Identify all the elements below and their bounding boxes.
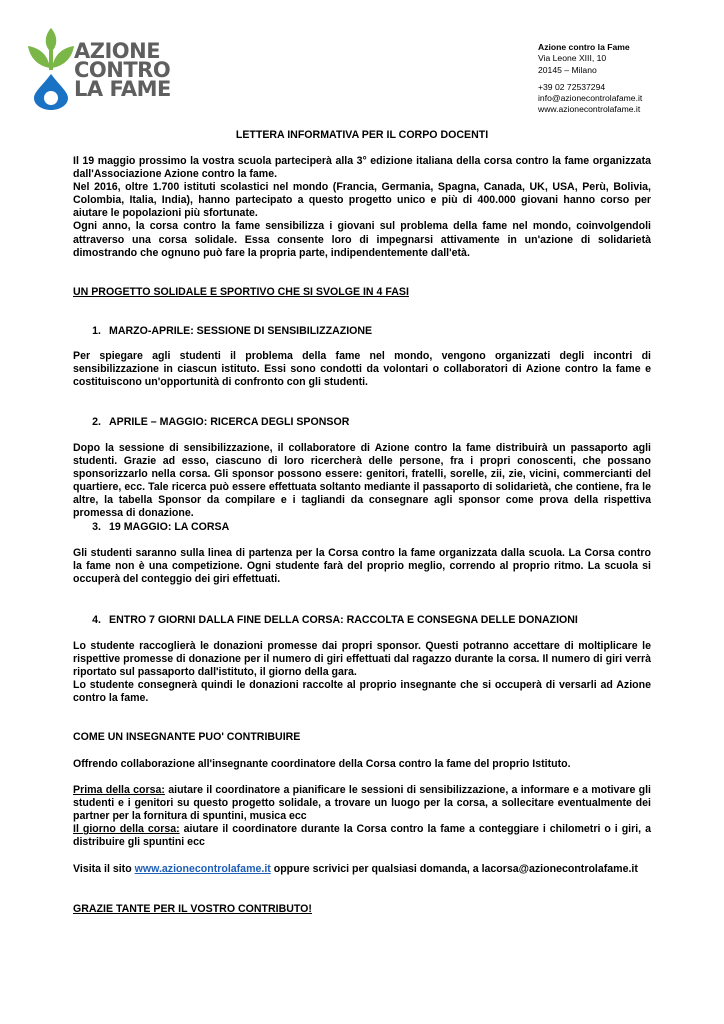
letter-title: LETTERA INFORMATIVA PER IL CORPO DOCENTI <box>235 129 489 141</box>
phase-2-body <box>73 442 651 521</box>
thanks-line: GRAZIE TANTE PER IL VOSTRO CONTRIBUTO! <box>73 903 312 915</box>
intro-paragraph: Il 19 maggio prossimo la vostra scuola parteciperà alla 3° edizione italiana della corsa contro la fame organizzata dall'Associazione Azione contro la fame. <box>73 155 651 181</box>
visit-prefix: Visita il sito <box>73 863 135 875</box>
logo-line-1: AZIONE <box>74 39 161 63</box>
contact-address-1: Via Leone XIII, 10 <box>538 53 607 64</box>
phase-title: 19 MAGGIO: LA CORSA <box>109 521 230 533</box>
teacher-heading: COME UN INSEGNANTE PUO' CONTRIBUIRE <box>73 731 301 743</box>
phase-paragraph: Lo studente consegnerà quindi le donazioni raccolte al proprio insegnante che si occuperà di versarli ad Azione contro la fame. <box>73 679 651 705</box>
phase-paragraph: Per spiegare agli studenti il problema della fame nel mondo, vengono organizzati degli incontri di sensibilizzazione in ciascun istituto. Essi sono condotti da volontari o collaboratori di Azione contro la fame e costituiscono un'opportunità di confronto con gli studenti. <box>73 350 651 389</box>
race-day-text: aiutare il coordinatore durante la Corsa contro la fame a conteggiare i chilometri o i giri, a distribuire gli spuntini ecc <box>73 823 651 849</box>
contact-org: Azione contro la Fame <box>538 42 630 52</box>
teacher-intro: Offrendo collaborazione all'insegnante coordinatore della Corsa contro la fame del proprio Istituto. <box>73 758 571 770</box>
phase-3-heading <box>73 521 651 534</box>
phase-number: 1. <box>92 325 101 337</box>
logo-emblem-icon <box>28 28 74 110</box>
phase-1-body <box>73 350 651 389</box>
logo-line-3: LA FAME <box>74 77 171 101</box>
race-day-paragraph <box>73 823 651 849</box>
phase-paragraph: Lo studente raccoglierà le donazioni promesse dai propri sponsor. Questi potranno accettare di moltiplicare le rispettive promesse di donazione per il numero di giri effettuati dal ragazzo durante la corsa. Il numero di giri verrà riportato sul passaporto dall'istituto, il giorno della gara. <box>73 640 651 679</box>
phase-number: 3. <box>92 521 101 533</box>
contact-block <box>538 42 642 116</box>
before-race-paragraph <box>73 784 651 823</box>
phase-title: MARZO-APRILE: SESSIONE DI SENSIBILIZZAZIONE <box>109 325 373 337</box>
website-link[interactable]: www.azionecontrolafame.it <box>134 863 271 875</box>
phase-2-heading <box>73 416 651 429</box>
logo-line-2: CONTRO <box>74 58 171 82</box>
visit-line <box>73 863 651 876</box>
phase-3-body <box>73 547 651 586</box>
phase-1-heading <box>73 325 651 338</box>
contact-email: info@azionecontrolafame.it <box>538 93 643 104</box>
before-race-section <box>73 784 651 849</box>
phase-title: APRILE – MAGGIO: RICERCA DEGLI SPONSOR <box>109 416 350 428</box>
phase-4-heading <box>73 614 651 627</box>
before-race-text: aiutare il coordinatore a pianificare le sessioni di sensibilizzazione, a informare e a motivare gli studenti e i genitori su questo progetto solidale, a trovare un luogo per la corsa, a sollecitare eventualmente dei partner per la fornitura di spuntini, musica ecc <box>73 784 651 823</box>
contact-phone: +39 02 72537294 <box>538 81 606 92</box>
race-day-label: Il giorno della corsa: <box>73 823 180 836</box>
logo-wordmark <box>74 39 171 101</box>
phase-number: 4. <box>92 614 101 626</box>
phase-paragraph: Gli studenti saranno sulla linea di partenza per la Corsa contro la fame organizzata dalla scuola. La Corsa contro la fame non è una competizione. Ogni studente farà del proprio meglio, correndo al proprio ritmo. La scuola si occuperà del conteggio dei giri effettuati. <box>73 547 651 586</box>
contact-web: www.azionecontrolafame.it <box>538 104 641 115</box>
intro-paragraph: Ogni anno, la corsa contro la fame sensibilizza i giovani sul problema della fame nel mondo, coinvolgendoli attraverso una corsa solidale. Essa consente loro di impegnarsi attivamente in un'azione di solidarietà dimostrando che ognuno può fare la propria parte, indipendentemente dall'età. <box>73 220 651 259</box>
intro-paragraph: Nel 2016, oltre 1.700 istituti scolastici nel mondo (Francia, Germania, Spagna, Canada, UK, USA, Perù, Bolivia, Colombia, Italia, India), hanno partecipato a questo progetto unico e più di 400.000 giovani hanno corso per aiutare le popolazioni più sfortunate. <box>73 181 651 220</box>
azione-contro-la-fame-logo <box>28 28 171 110</box>
phase-paragraph: Dopo la sessione di sensibilizzazione, il collaboratore di Azione contro la fame distribuirà un passaporto agli studenti. Grazie ad esso, ciascuno di loro ricercherà delle persone, fra i propri conoscenti, che possano sponsorizzarlo nella corsa. Gli sponsor possono essere: genitori, fratelli, sorelle, zii, zie, vicini, commercianti del quartiere, ecc. Tale ricerca può essere effettuata soltanto mediante il passaporto di solidarietà, che contiene, fra le altre, la tabella Sponsor da compilare e i tagliandi da consegnare agli sponsor come prova della rispettiva promessa di donazione. <box>73 442 651 520</box>
before-race-label: Prima della corsa: <box>73 784 165 796</box>
phase-4-body <box>73 640 651 705</box>
contact-address-2: 20145 – Milano <box>538 64 597 75</box>
visit-suffix: oppure scrivici per qualsiasi domanda, a lacorsa@azionecontrolafame.it <box>270 863 638 875</box>
intro-section <box>73 155 651 260</box>
phase-title: ENTRO 7 GIORNI DALLA FINE DELLA CORSA: RACCOLTA E CONSEGNA DELLE DONAZIONI <box>109 614 578 626</box>
phase-number: 2. <box>92 416 101 428</box>
visit-paragraph <box>73 863 651 876</box>
project-heading: UN PROGETTO SOLIDALE E SPORTIVO CHE SI SVOLGE IN 4 FASI <box>73 286 409 298</box>
